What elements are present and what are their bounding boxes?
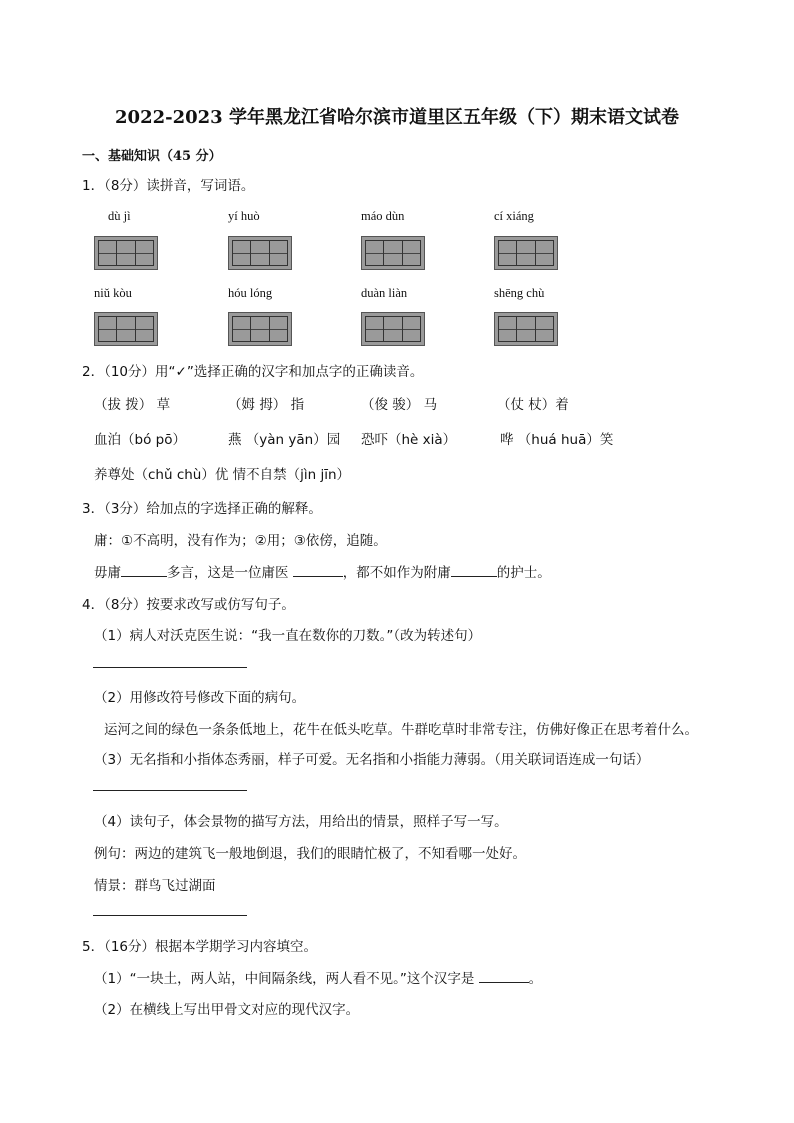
choice-item: 血泊（bó pō） xyxy=(94,432,186,448)
answer-line[interactable] xyxy=(93,667,247,668)
pinyin-8: shēng chù xyxy=(494,286,545,300)
choice-item: （俊 骏） 马 xyxy=(361,397,438,413)
subquestion-1: （1）病人对沃克医生说：“我一直在数你的刀数。”（改为转述句） xyxy=(94,628,482,644)
writing-grid[interactable] xyxy=(228,312,292,346)
answer-line[interactable] xyxy=(93,790,247,791)
pinyin-6: hóu lóng xyxy=(228,286,273,300)
answer-blank[interactable] xyxy=(121,575,167,577)
answer-blank[interactable] xyxy=(479,981,529,983)
subquestion-1: （1）“一块土，两人站，中间隔条线，两人看不见。”这个汉字是 。 xyxy=(94,971,543,987)
choice-item: 恐吓（hè xià） xyxy=(361,432,457,448)
pinyin-2: yí huò xyxy=(228,209,260,223)
page-title: 2022-2023 学年黑龙江省哈尔滨市道里区五年级（下）期末语文试卷 xyxy=(115,107,679,128)
subquestion-4: （4）读句子，体会景物的描写方法，用给出的情景，照样子写一写。 xyxy=(94,814,508,830)
writing-grid[interactable] xyxy=(361,236,425,270)
subquestion-2: （2）在横线上写出甲骨文对应的现代汉字。 xyxy=(94,1002,360,1018)
pinyin-5: niǔ kòu xyxy=(94,286,132,300)
pinyin-4: cí xiáng xyxy=(494,209,534,223)
choice-item: 燕 （yàn yān）园 xyxy=(228,432,341,448)
definition-options: 庸：①不高明，没有作为；②用；③依傍，追随。 xyxy=(94,533,387,549)
question-5-stem: 5．（16分）根据本学期学习内容填空。 xyxy=(82,939,318,955)
pinyin-3: máo dùn xyxy=(361,209,405,223)
answer-blank[interactable] xyxy=(293,575,343,577)
subquestion-3: （3）无名指和小指体态秀丽，样子可爱。无名指和小指能力薄弱。（用关联词语连成一句话） xyxy=(94,752,650,768)
question-1-stem: 1．（8分）读拼音，写词语。 xyxy=(82,178,255,194)
question-4-stem: 4．（8分）按要求改写或仿写句子。 xyxy=(82,597,295,613)
choice-item: 哗 （huá huā）笑 xyxy=(500,432,614,448)
choice-item: 养尊处（chǔ chù）优 情不自禁（jìn jīn） xyxy=(94,467,351,483)
choice-item: （拔 拨） 草 xyxy=(94,397,171,413)
writing-grid[interactable] xyxy=(361,312,425,346)
scene-prompt: 情景：群鸟飞过湖面 xyxy=(94,878,216,894)
choice-item: （姆 拇） 指 xyxy=(228,397,305,413)
writing-grid[interactable] xyxy=(494,312,558,346)
question-2-stem: 2．（10分）用“✓”选择正确的汉字和加点字的正确读音。 xyxy=(82,364,424,380)
choice-item: （仗 杖）着 xyxy=(497,397,569,413)
pinyin-1: dù jì xyxy=(108,209,131,223)
example-sentence: 例句：两边的建筑飞一般地倒退，我们的眼睛忙极了，不知看哪一处好。 xyxy=(94,846,526,862)
faulty-sentence: 运河之间的绿色一条条低地上，花牛在低头吃草。牛群吃草时非常专注，仿佛好像正在思考着什么。 xyxy=(104,722,698,738)
answer-blank[interactable] xyxy=(451,575,497,577)
answer-line[interactable] xyxy=(93,915,247,916)
pinyin-7: duàn liàn xyxy=(361,286,408,300)
subquestion-2: （2）用修改符号修改下面的病句。 xyxy=(94,690,306,706)
question-3-stem: 3．（3分）给加点的字选择正确的解释。 xyxy=(82,501,322,517)
writing-grid[interactable] xyxy=(494,236,558,270)
fill-sentence: 毋庸 多言，这是一位庸医 ，都不如作为附庸 的护士。 xyxy=(94,565,551,581)
writing-grid[interactable] xyxy=(228,236,292,270)
writing-grid[interactable] xyxy=(94,236,158,270)
writing-grid[interactable] xyxy=(94,312,158,346)
section-heading: 一、基础知识（45 分） xyxy=(82,149,222,164)
